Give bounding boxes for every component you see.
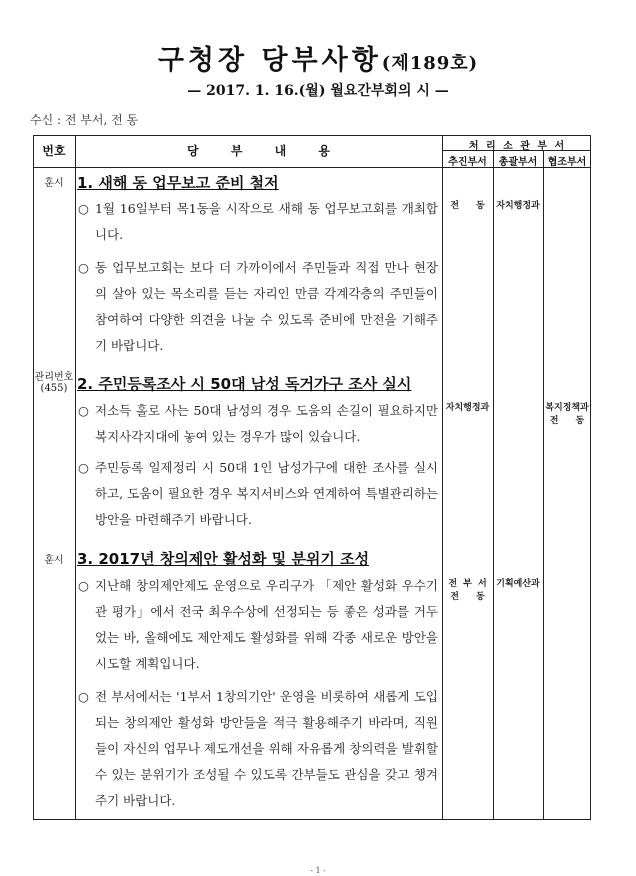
header-dept-overall: 총괄부서 (498, 157, 538, 168)
dept-lead-value-2: 전 동 (450, 592, 485, 602)
document-title (0, 38, 636, 77)
list-item (78, 455, 438, 533)
section-mark: 훈시 (44, 555, 64, 566)
issue-number: (제189호) (381, 53, 479, 74)
column-divider (493, 150, 494, 820)
meeting-subtitle: — 2017. 1. 16.(월) 월요간부회의 시 — (187, 83, 449, 99)
section-heading: 2. 주민등록조사 시 50대 남성 독거가구 조사 실시 (77, 375, 412, 393)
dept-lead-value: 전 부 서 (448, 579, 487, 589)
header-dept-lead: 추진부서 (448, 157, 487, 168)
header-content: 당 부 내 용 (187, 144, 330, 158)
column-divider (442, 135, 443, 820)
section-heading: 1. 새해 동 업무보고 준비 철저 (77, 174, 279, 192)
bullet-icon: ○ (78, 460, 89, 475)
column-divider (75, 135, 76, 820)
item-text: 주민등록 일제정리 시 50대 1인 남성가구에 대한 조사를 실시하고, 도움이 필요한 경우 복지서비스와 연계하여 특별관리하는 방안을 마련해주기 바랍니다. (95, 460, 438, 527)
bullet-icon: ○ (78, 260, 89, 275)
list-item (78, 398, 438, 450)
management-number: (455) (40, 383, 68, 394)
bullet-icon: ○ (78, 689, 89, 704)
title-main: 구청장 당부사항 (157, 45, 382, 76)
list-item (78, 684, 438, 814)
item-text: 1월 16일부터 목1동을 시작으로 새해 동 업무보고회를 개최합니다. (95, 201, 438, 242)
dept-coop-value-2: 전 동 (549, 416, 585, 426)
list-item (78, 255, 438, 359)
page-number: - 1 - (310, 866, 326, 875)
dept-lead-value: 전 동 (450, 201, 485, 211)
item-text: 동 업무보고회는 보다 더 가까이에서 주민들과 직접 만나 현장의 살아 있는 목소리를 듣는 자리인 만큼 각계각층의 주민들이 참여하여 다양한 의견을 나눌 수 있도록 준비에 만전을 기해주기 바랍니다. (95, 260, 438, 353)
list-item (78, 196, 438, 248)
column-divider (543, 150, 544, 820)
bullet-icon: ○ (78, 578, 89, 593)
section-mark: 훈시 (44, 178, 64, 189)
bullet-icon: ○ (78, 201, 89, 216)
management-number-label: 관리번호 (34, 372, 74, 383)
list-item (78, 573, 438, 677)
item-text: 전 부서에서는 '1부서 1창의기안' 운영을 비롯하여 새롭게 도입되는 창의제안 활성화 방안들을 적극 활용해주기 바라며, 직원들이 자신의 업무나 제도개선을 위해 자유롭게 창의력을 발휘할 수 있는 분위기가 조성될 수 있도록 간부들도 관심을 갖고 챙겨주기 바랍니다. (95, 689, 438, 808)
bullet-icon: ○ (78, 403, 89, 418)
recipient-line: 수신 : 전 부서, 전 동 (30, 113, 139, 127)
dept-lead-value: 자치행정과 (445, 403, 490, 413)
dept-overall-value: 자치행정과 (496, 201, 540, 211)
item-text: 저소득 홀로 사는 50대 남성의 경우 도움의 손길이 필요하지만 복지사각지대에 놓여 있는 경우가 많이 있습니다. (95, 403, 438, 444)
dept-coop-value: 복지정책과 (545, 403, 589, 413)
dept-overall-value: 기획예산과 (496, 579, 540, 589)
section-heading: 3. 2017년 창의제안 활성화 및 분위기 조성 (77, 550, 370, 568)
header-dept-coop: 협조부서 (547, 157, 587, 168)
section-mark (33, 372, 75, 394)
item-text: 지난해 창의제안제도 운영으로 우리구가 「제안 활성화 우수기관 평가」에서 전국 최우수상에 선정되는 등 좋은 성과를 거두었는 바, 올해에도 제안제도 활성화를 위해 각종 새로운 방안을 시도할 계획입니다. (95, 578, 438, 671)
header-number: 번호 (42, 144, 66, 158)
header-dept-group: 처 리 소 관 부 서 (468, 141, 565, 152)
